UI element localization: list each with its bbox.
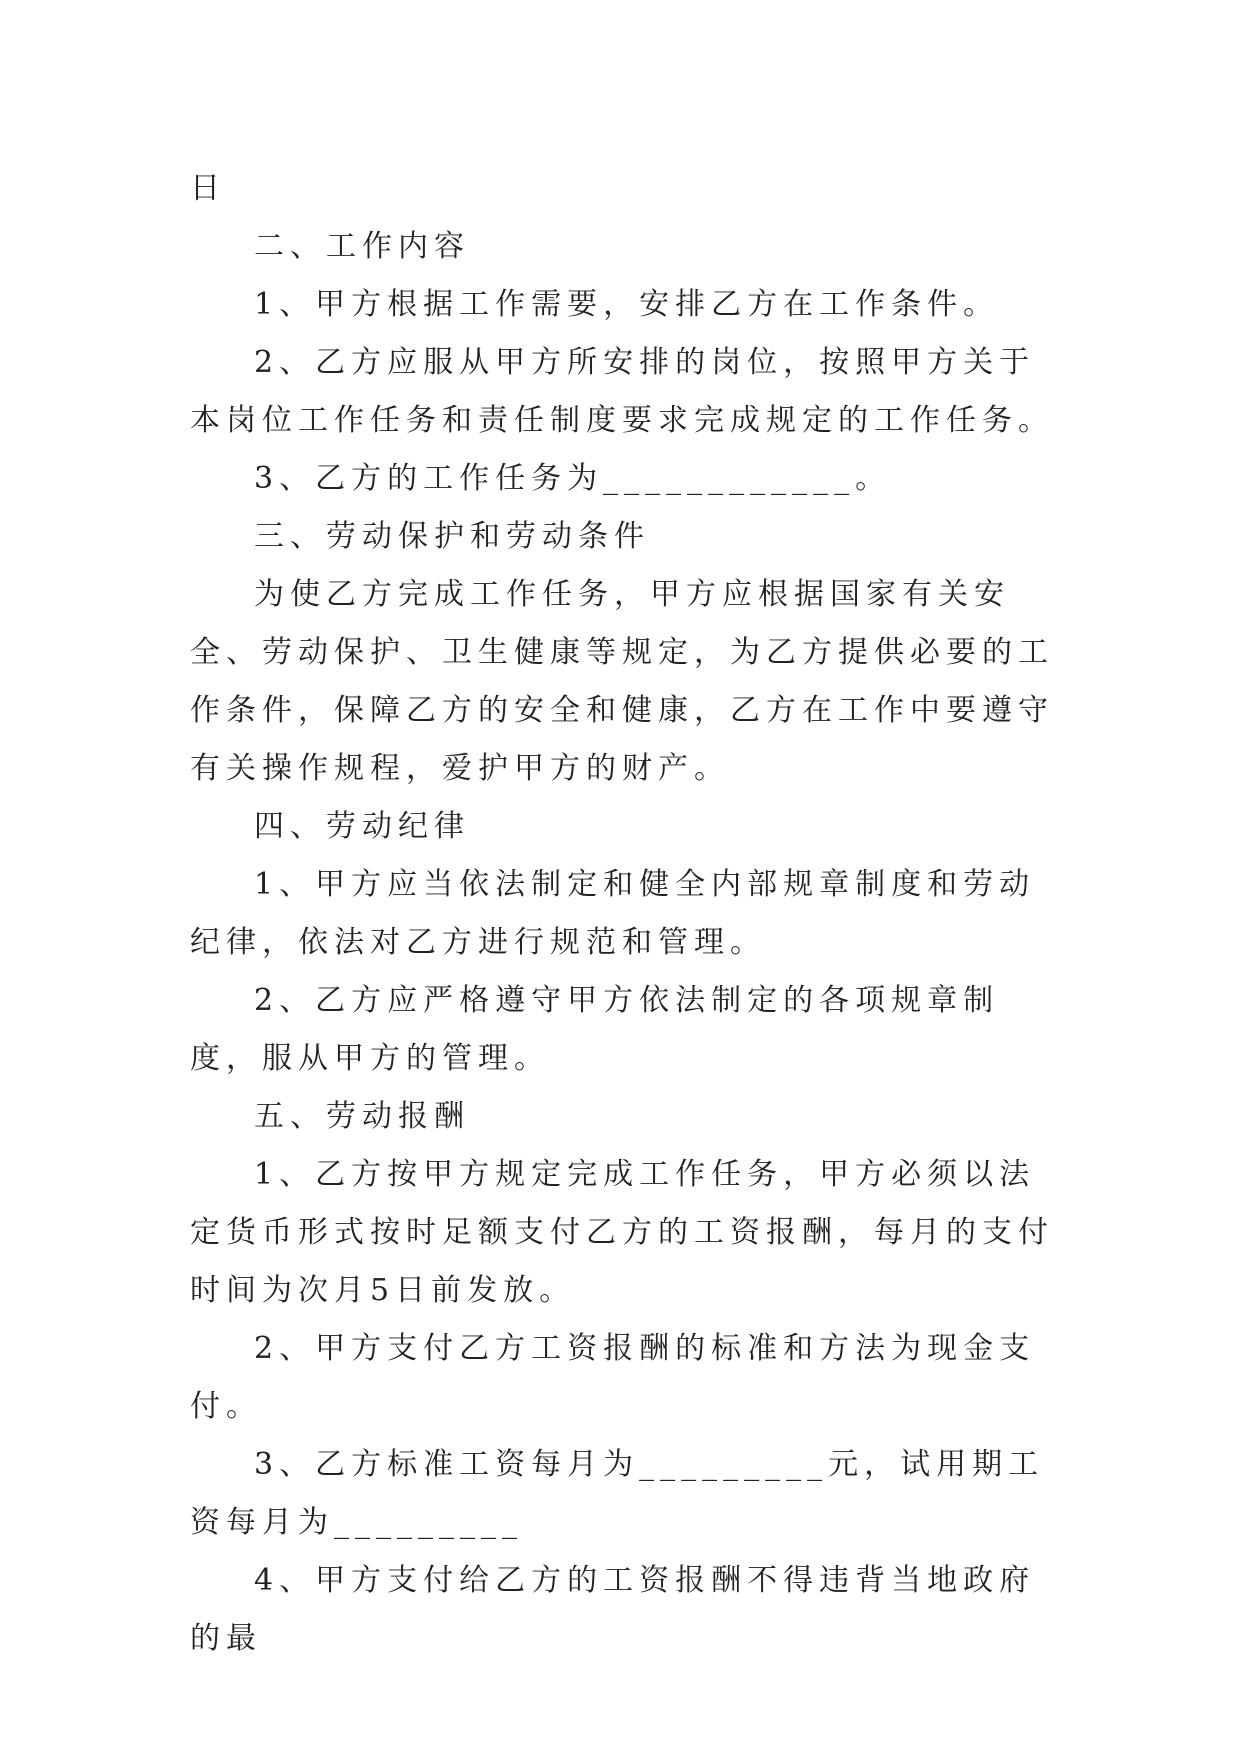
- section-heading-labor-protection: 三、劳动保护和劳动条件: [254, 519, 650, 554]
- paragraph-remuneration-4: 4、甲方支付给乙方的工资报酬不得违背当地政府的最: [190, 1563, 1036, 1656]
- paragraph-remuneration-3: 3、乙方标准工资每月为_________元，试用期工资每月为_________: [190, 1447, 1045, 1540]
- section-heading-work-content: 二、工作内容: [254, 229, 470, 264]
- paragraph-remuneration-2: 2、甲方支付乙方工资报酬的标准和方法为现金支付。: [190, 1331, 1036, 1424]
- paragraph-discipline-1: 1、甲方应当依法制定和健全内部规章制度和劳动纪律，依法对乙方进行规范和管理。: [190, 867, 1036, 960]
- paragraph-date-fragment: 日: [190, 171, 226, 206]
- section-heading-remuneration: 五、劳动报酬: [254, 1099, 470, 1134]
- paragraph-work-1: 1、甲方根据工作需要，安排乙方在工作条件。: [254, 287, 1000, 322]
- paragraph-discipline-2: 2、乙方应严格遵守甲方依法制定的各项规章制度，服从甲方的管理。: [190, 983, 1000, 1076]
- paragraph-labor-protection: 为使乙方完成工作任务，甲方应根据国家有关安全、劳动保护、卫生健康等规定，为乙方提供必要的工作条件，保障乙方的安全和健康，乙方在工作中要遵守有关操作规程，爱护甲方的财产。: [190, 577, 1054, 786]
- document-body: [190, 160, 1060, 1668]
- paragraph-work-3: 3、乙方的工作任务为____________。: [254, 461, 892, 496]
- paragraph-remuneration-1: 1、乙方按甲方规定完成工作任务，甲方必须以法定货币形式按时足额支付乙方的工资报酬，每月的支付时间为次月5日前发放。: [190, 1157, 1054, 1308]
- section-heading-labor-discipline: 四、劳动纪律: [254, 809, 470, 844]
- paragraph-work-2: 2、乙方应服从甲方所安排的岗位，按照甲方关于本岗位工作任务和责任制度要求完成规定的工作任务。: [190, 345, 1054, 438]
